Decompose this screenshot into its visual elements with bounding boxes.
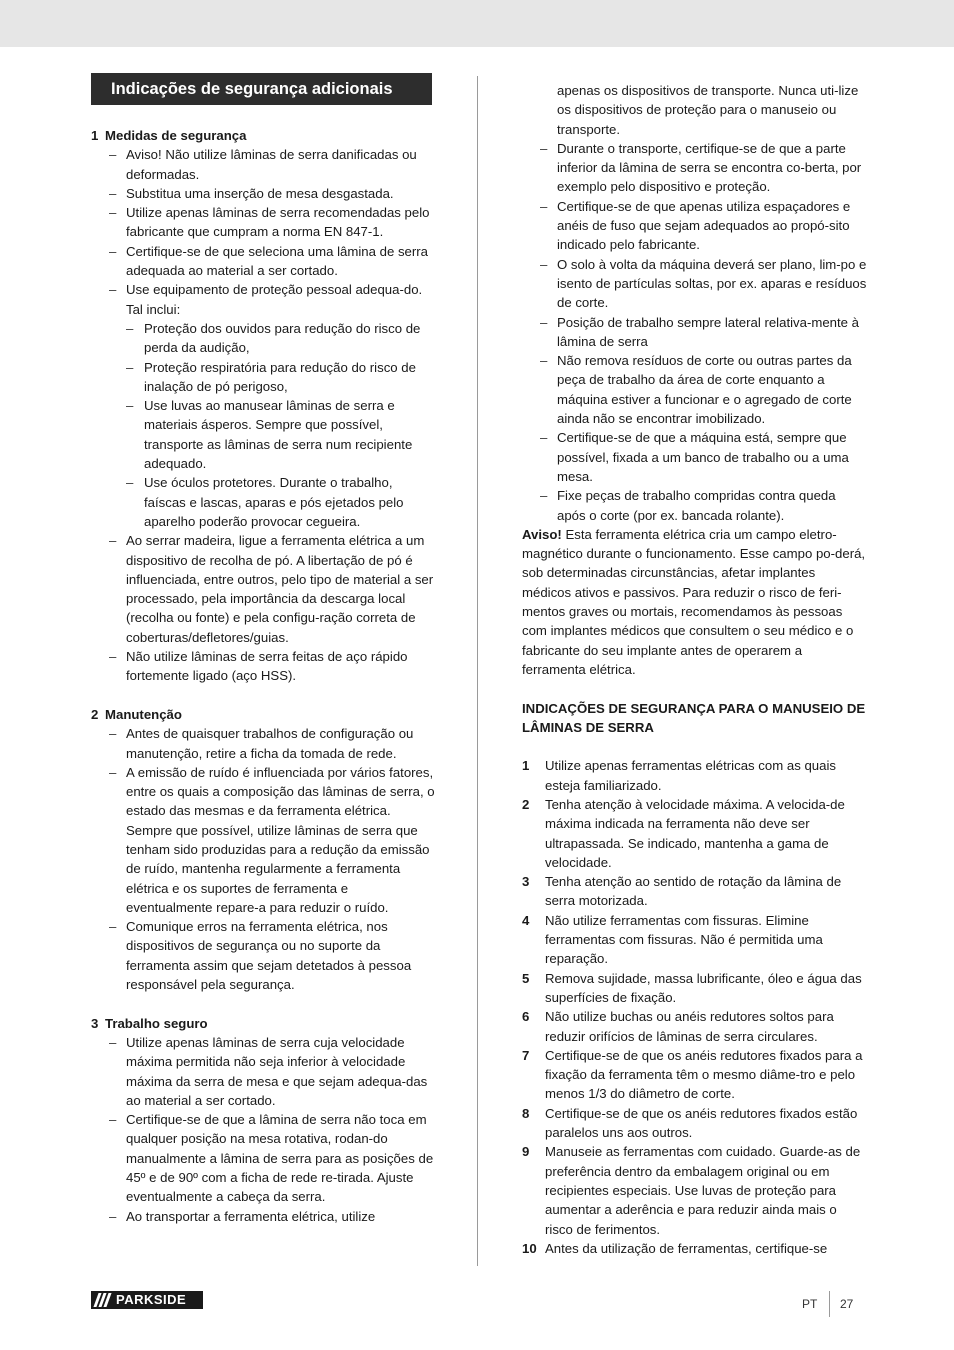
continued-text: apenas os dispositivos de transporte. Nunca uti-lize os dispositivos de proteção para o manuseio ou transporte. [557,83,859,137]
list-item: – Certifique-se de que a lâmina de serra não toca em qualquer posição na mesa rotativa, rodan-do manualmente a lâmina de serra para as posições de 45º e de 90º com a ficha de rede re-tirada. Ajuste eventualmente a cabeça da serra. [91,1110,436,1206]
list-item: – Certifique-se de que a máquina está, sempre que possível, fixada a um banco de trabalho ou a uma mesa. [522,428,867,486]
brand-name: PARKSIDE [116,1292,187,1307]
list-item: – Comunique erros na ferramenta elétrica, nos dispositivos de segurança ou no suporte da ferramenta assim que sejam detetados à pessoa responsável pela segurança. [91,917,436,994]
list-item: – Use equipamento de proteção pessoal adequa-do. Tal inclui: – Proteção dos ouvidos para redução do risco de perda da audição, – Proteção respiratória para redução do risco de inalação de pó perigoso, – Use luvas ao manusear lâminas de serra e materiais ásperos. Sempre que possível, transporte as lâminas de serra num recipiente adequado. – Use óculos protetores. Durante o trabalho, faíscas e lascas, aparas e pós ejetados pelo aparelho poderão provocar cegueira. [91,280,436,531]
list-item: – Durante o transporte, certifique-se de que a parte inferior da lâmina de serra se encontra co-berta, por exemplo pelo dispositivo e proteção. [522,139,867,197]
list-item: – Certifique-se de que apenas utiliza espaçadores e anéis de fuso que sejam adequados ao propó-sito indicado pelo fabricante. [522,197,867,255]
numbered-item: 5 Remova sujidade, massa lubrificante, óleo e água das superfícies de fixação. [522,970,862,1005]
sub-list-item: – Proteção respiratória para redução do risco de inalação de pó perigoso, [126,358,436,397]
list-item: – Não remova resíduos de corte ou outras partes da peça de trabalho da área de corte enquanto a máquina estiver a funcionar e o agregado de corte ainda não se encontrar imobilizado. [522,351,867,428]
list-item: – Aviso! Não utilize lâminas de serra danificadas ou deformadas. [91,145,436,184]
column-divider [477,76,478,1266]
parkside-logo [91,1291,203,1309]
sub-list-item: – Use luvas ao manusear lâminas de serra e materiais ásperos. Sempre que possível, transporte as lâminas de serra num recipiente adequado. [126,396,436,473]
section-3-title: 3 Trabalho seguro [91,1015,208,1031]
ppe-sublist [126,319,436,531]
sub-list-item: – Proteção dos ouvidos para redução do risco de perda da audição, [126,319,436,358]
numbered-item: 1 Utilize apenas ferramentas elétricas com as quais esteja familiarizado. [522,758,836,793]
section-1-title: 1 Medidas de segurança [91,128,247,143]
list-item: – A emissão de ruído é influenciada por vários fatores, entre os quais a composição das lâminas de serra, o estado das mesmas e da ferramenta elétrica. Sempre que possível, utilize lâminas de serra que tenham sido produzidas para a redução da emissão de ruído, mantenha regularmente a ferramenta elétrica e os suportes de ferramenta e eventualmente repare-a para reduzir o ruído. [91,763,436,917]
left-column [91,79,436,1226]
language-code: PT [802,1297,818,1311]
sub-list-item: – Use óculos protetores. Durante o trabalho, faíscas e lascas, aparas e pós ejetados pelo aparelho poderão provocar cegueira. [126,473,436,531]
numbered-item: 2 Tenha atenção à velocidade máxima. A velocida-de máxima indicada na ferramenta não deve ser ultrapassada. Se indicado, mantenha a gama de velocidade. [522,796,845,870]
numbered-item: 9 Manuseie as ferramentas com cuidado. Guarde-as de preferência dentro da embalagem original ou em recipientes especiais. Use luvas de proteção para aumentar a aderência e para reduzir ainda mais o risco de ferimentos. [522,1144,861,1237]
section-1-list [91,145,436,685]
list-item: – Antes de quaisquer trabalhos de configuração ou manutenção, retire a ficha da tomada de rede. [91,724,436,763]
saw-blade-heading: INDICAÇÕES DE SEGURANÇA PARA O MANUSEIO DE LÂMINAS DE SERRA [522,700,866,735]
numbered-item: 3 Tenha atenção ao sentido de rotação da lâmina de serra motorizada. [522,874,842,909]
top-bar [0,0,954,47]
transport-list [522,139,867,525]
list-item: – Fixe peças de trabalho compridas contra queda após o corte (por ex. bancada rolante). [522,486,867,525]
logo-stripes-icon [91,1291,113,1309]
section-2-list [91,724,436,994]
list-item: – Substitua uma inserção de mesa desgastada. [91,184,436,203]
numbered-item: 8 Certifique-se de que os anéis redutores fixados estão paralelos uns aos outros. [522,1105,858,1141]
list-item: – Não utilize lâminas de serra feitas de aço rápido fortemente ligado (aço HSS). [91,647,436,686]
numbered-list [522,756,867,1258]
warning-label: Aviso! [522,526,562,542]
section-2-title: 2 Manutenção [91,706,182,722]
numbered-item: 6 Não utilize buchas ou anéis redutores soltos para reduzir orifícios de lâminas de serra circulares. [522,1009,834,1044]
section-3-list [91,1033,436,1226]
list-item: – Certifique-se de que seleciona uma lâmina de serra adequada ao material a ser cortado. [91,242,436,281]
list-item: – Utilize apenas lâminas de serra recomendadas pelo fabricante que cumpram a norma EN 847-1. [91,203,436,242]
numbered-item: 7 Certifique-se de que os anéis redutores fixados para a fixação da ferramenta têm o mesmo diâme-tro e pelo menos 1/3 do diâmetro de corte. [522,1047,863,1102]
list-item: – Ao transportar a ferramenta elétrica, utilize [91,1207,436,1226]
list-item: – Ao serrar madeira, ligue a ferramenta elétrica a um dispositivo de recolha de pó. A libertação de pó é influenciada, entre outros, pelo tipo de material a ser processado, pela importância da descarga local (recolha ou fonte) e pela configu-ração correta de coberturas/defletores/guias. [91,531,436,647]
page-number: 27 [840,1297,854,1311]
numbered-item: 4 Não utilize ferramentas com fissuras. Elimine ferramentas com fissuras. Não é permitida uma reparação. [522,912,823,967]
section-heading: Indicações de segurança adicionais [91,73,432,105]
right-column [522,81,867,1258]
list-item: – Posição de trabalho sempre lateral relativa-mente à lâmina de serra [522,313,867,352]
numbered-item: 10 Antes da utilização de ferramentas, certifique-se [522,1240,828,1256]
list-item: – O solo à volta da máquina deverá ser plano, lim-po e isento de partículas soltas, por ex. aparas e resíduos de corte. [522,255,867,313]
warning-paragraph: Aviso! Esta ferramenta elétrica cria um campo eletro-magnético durante o funcionamento. Esse campo po-derá, sob determinadas circunstâncias, afetar implantes médicos ativos e passivos. Para reduzir o risco de feri-mentos graves ou mortais, recomendamos às pessoas com implantes médicos que consultem o seu médico e o fabricante do seu implante antes de operarem a ferramenta elétrica. [522,526,866,677]
list-item: – Utilize apenas lâminas de serra cuja velocidade máxima permitida não seja inferior à velocidade máxima da serra de mesa e que sejam adequa-das ao material a ser cortado. [91,1033,436,1110]
footer-divider [829,1291,830,1317]
